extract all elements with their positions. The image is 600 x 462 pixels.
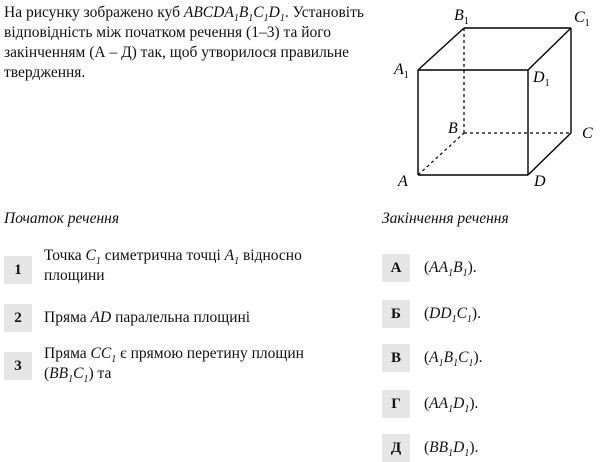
intro-instruction: Установіть відповідність між початком речення (1–3) та його закінченням (А – Д) так, щоб утворилося правильне твердження. bbox=[4, 4, 364, 81]
answer-text: $(BB_1D_1)$. bbox=[424, 439, 479, 460]
sentence-start-3 bbox=[4, 345, 364, 386]
row-number: 3 bbox=[4, 352, 32, 380]
sentence-end-D bbox=[382, 434, 478, 462]
header-beginning: Початок речення bbox=[4, 210, 120, 227]
row-number: 2 bbox=[4, 304, 32, 332]
answer-letter: Б bbox=[382, 300, 410, 328]
answer-letter: Г bbox=[382, 390, 410, 418]
intro-line1: На рисунку зображено куб bbox=[4, 4, 184, 21]
answer-text: $(DD_1C_1)$. bbox=[424, 305, 481, 326]
row-text: Пряма $CC_1$ є прямою перетину площин $(BB_1C_1)$ та bbox=[44, 345, 304, 386]
label-A: A bbox=[398, 173, 408, 190]
sentence-start-2 bbox=[4, 304, 354, 332]
label-C: C bbox=[582, 125, 593, 142]
row-text: Точка $C_1$ симетрична точці $A_1$ відносно площини bbox=[44, 247, 302, 284]
answer-text: $(AA_1B_1)$. bbox=[424, 259, 477, 280]
answer-letter: В bbox=[382, 344, 410, 372]
sentence-end-V bbox=[382, 344, 483, 372]
sentence-start-1 bbox=[4, 247, 354, 286]
answer-letter: А bbox=[382, 254, 410, 282]
label-B: B bbox=[448, 120, 458, 137]
sentence-end-A bbox=[382, 254, 477, 282]
header-ending: Закінчення речення bbox=[382, 210, 509, 227]
row-number: 1 bbox=[4, 256, 32, 284]
problem-statement: На рисунку зображено куб $ABCDA_1B_1C_1D_1$. Установіть відповідність між початком речення (1–3) та його закінченням (А – Д) так, щоб утворилося правильне твердження. bbox=[4, 4, 364, 81]
answer-text: $(A_1B_1C_1)$. bbox=[424, 349, 483, 370]
label-D1: $D_1$ bbox=[533, 69, 550, 89]
answer-text: $(AA_1D_1)$. bbox=[424, 395, 479, 416]
label-B1: $B_1$ bbox=[454, 7, 469, 27]
label-A1: $A_1$ bbox=[394, 61, 409, 81]
sentence-end-B bbox=[382, 300, 481, 328]
label-C1: $C_1$ bbox=[574, 9, 590, 29]
cube-name: $ABCDA_1B_1C_1D_1$ bbox=[183, 4, 285, 25]
answer-letter: Д bbox=[382, 434, 410, 462]
cube-figure bbox=[388, 0, 600, 195]
sentence-end-G bbox=[382, 390, 478, 418]
row-text: Пряма AD паралельна площині bbox=[44, 309, 251, 326]
label-D: D bbox=[534, 173, 546, 190]
